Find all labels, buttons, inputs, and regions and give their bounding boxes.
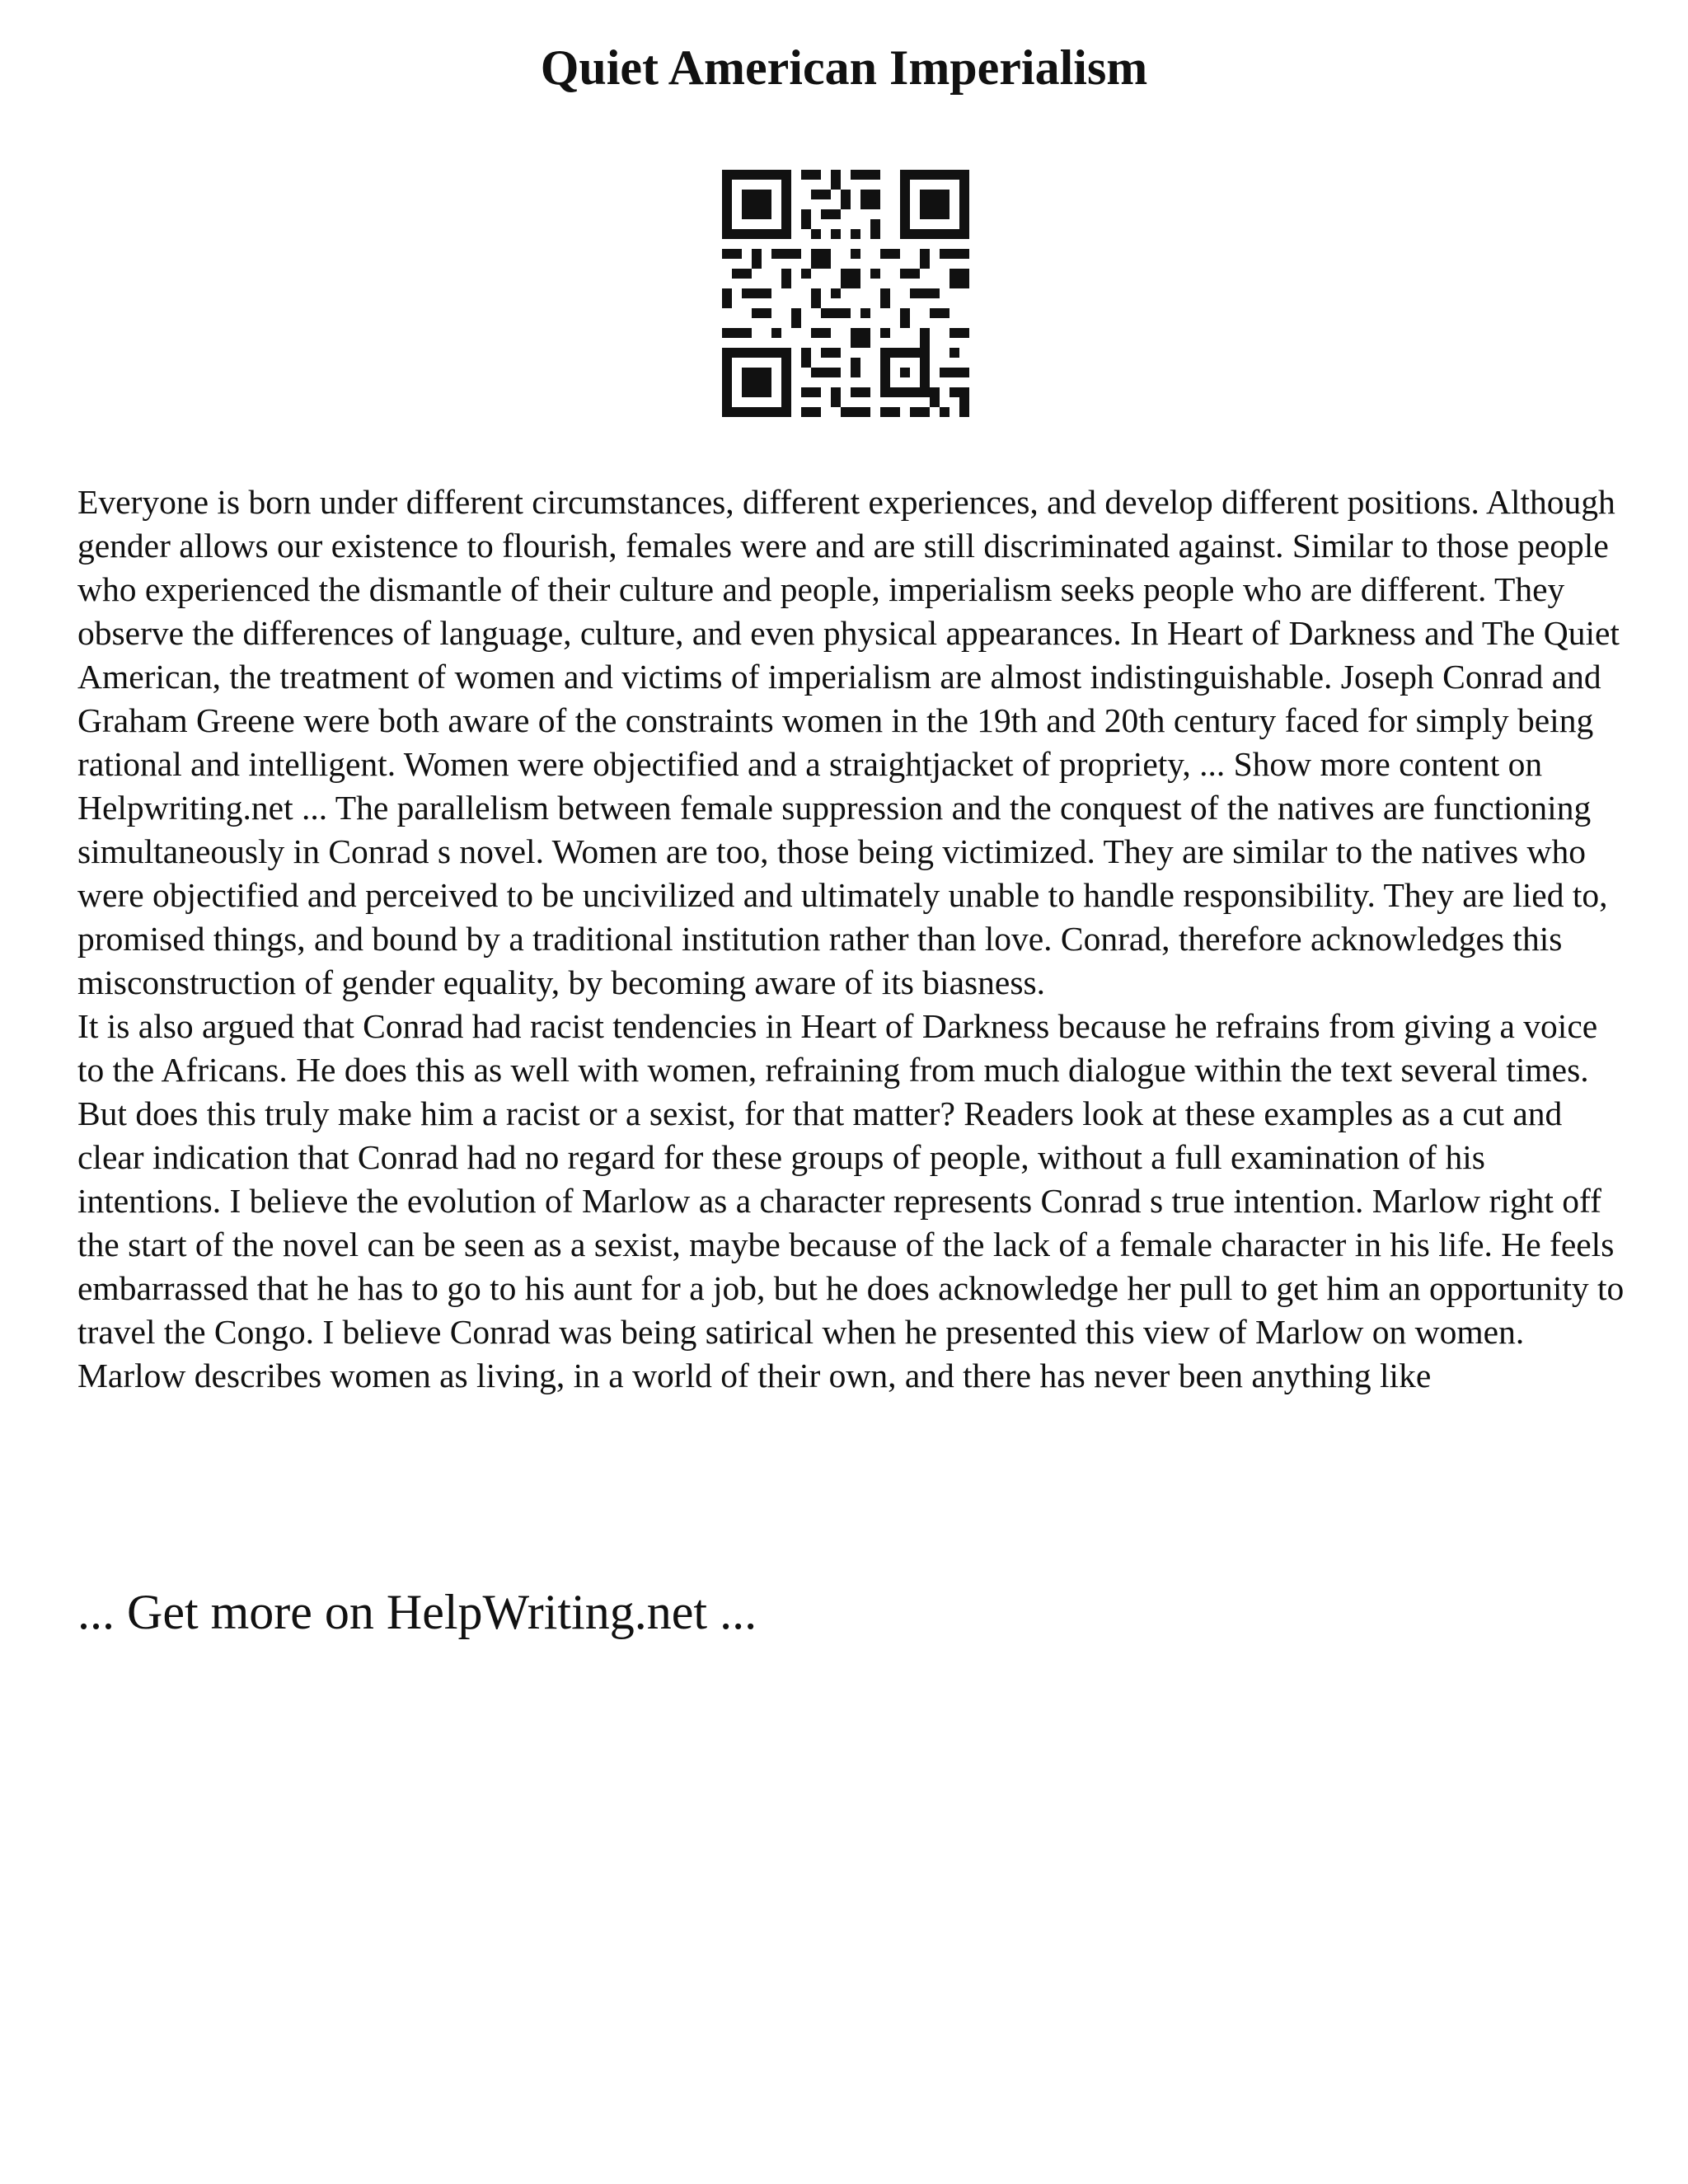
article-body [77,480,1627,1398]
get-more-link[interactable]: ... Get more on HelpWriting.net ... [77,1585,757,1639]
page-title: Quiet American Imperialism [540,40,1148,95]
article-paragraph-1: Everyone is born under different circumstances, different experiences, and develop different positions. Although gender allows our existence to flourish, females were and are still discriminated against. Similar to those people who experienced the dismantle of their culture and people, imperialism seeks people who are different. They observe the differences of language, culture, and even physical appearances. In Heart of Darkness and The Quiet American, the treatment of women and victims of imperialism are almost indistinguishable. Joseph Conrad and Graham Greene were both aware of the constraints women in the 19th and 20th century faced for simply being rational and intelligent. Women were objectified and a straightjacket of propriety, ... Show more content on Helpwriting.net ... The parallelism between female suppression and the conquest of the natives are functioning simultaneously in Conrad s novel. Women are too, those being victimized. They are similar to the natives who were objectified and perceived to be uncivilized and ultimately unable to handle responsibility. They are lied to, promised things, and bound by a traditional institution rather than love. Conrad, therefore acknowledges this misconstruction of gender equality, by becoming aware of its biasness. [77,483,1620,1001]
article-paragraph-2: It is also argued that Conrad had racist tendencies in Heart of Darkness because he refrains from giving a voice to the Africans. He does this as well with women, refraining from much dialogue within the text several times. But does this truly make him a racist or a sexist, for that matter? Readers look at these examples as a cut and clear indication that Conrad had no regard for these groups of people, without a full examination of his intentions. I believe the evolution of Marlow as a character represents Conrad s true intention. Marlow right off the start of the novel can be seen as a sexist, maybe because of the lack of a female character in his life. He feels embarrassed that he has to go to his aunt for a job, but he does acknowledge her pull to get him an opportunity to travel the Congo. I believe Conrad was being satirical when he presented this view of Marlow on women. Marlow describes women as living, in a world of their own, and there has never been anything like [77,1007,1625,1394]
qr-code-icon [722,170,969,417]
